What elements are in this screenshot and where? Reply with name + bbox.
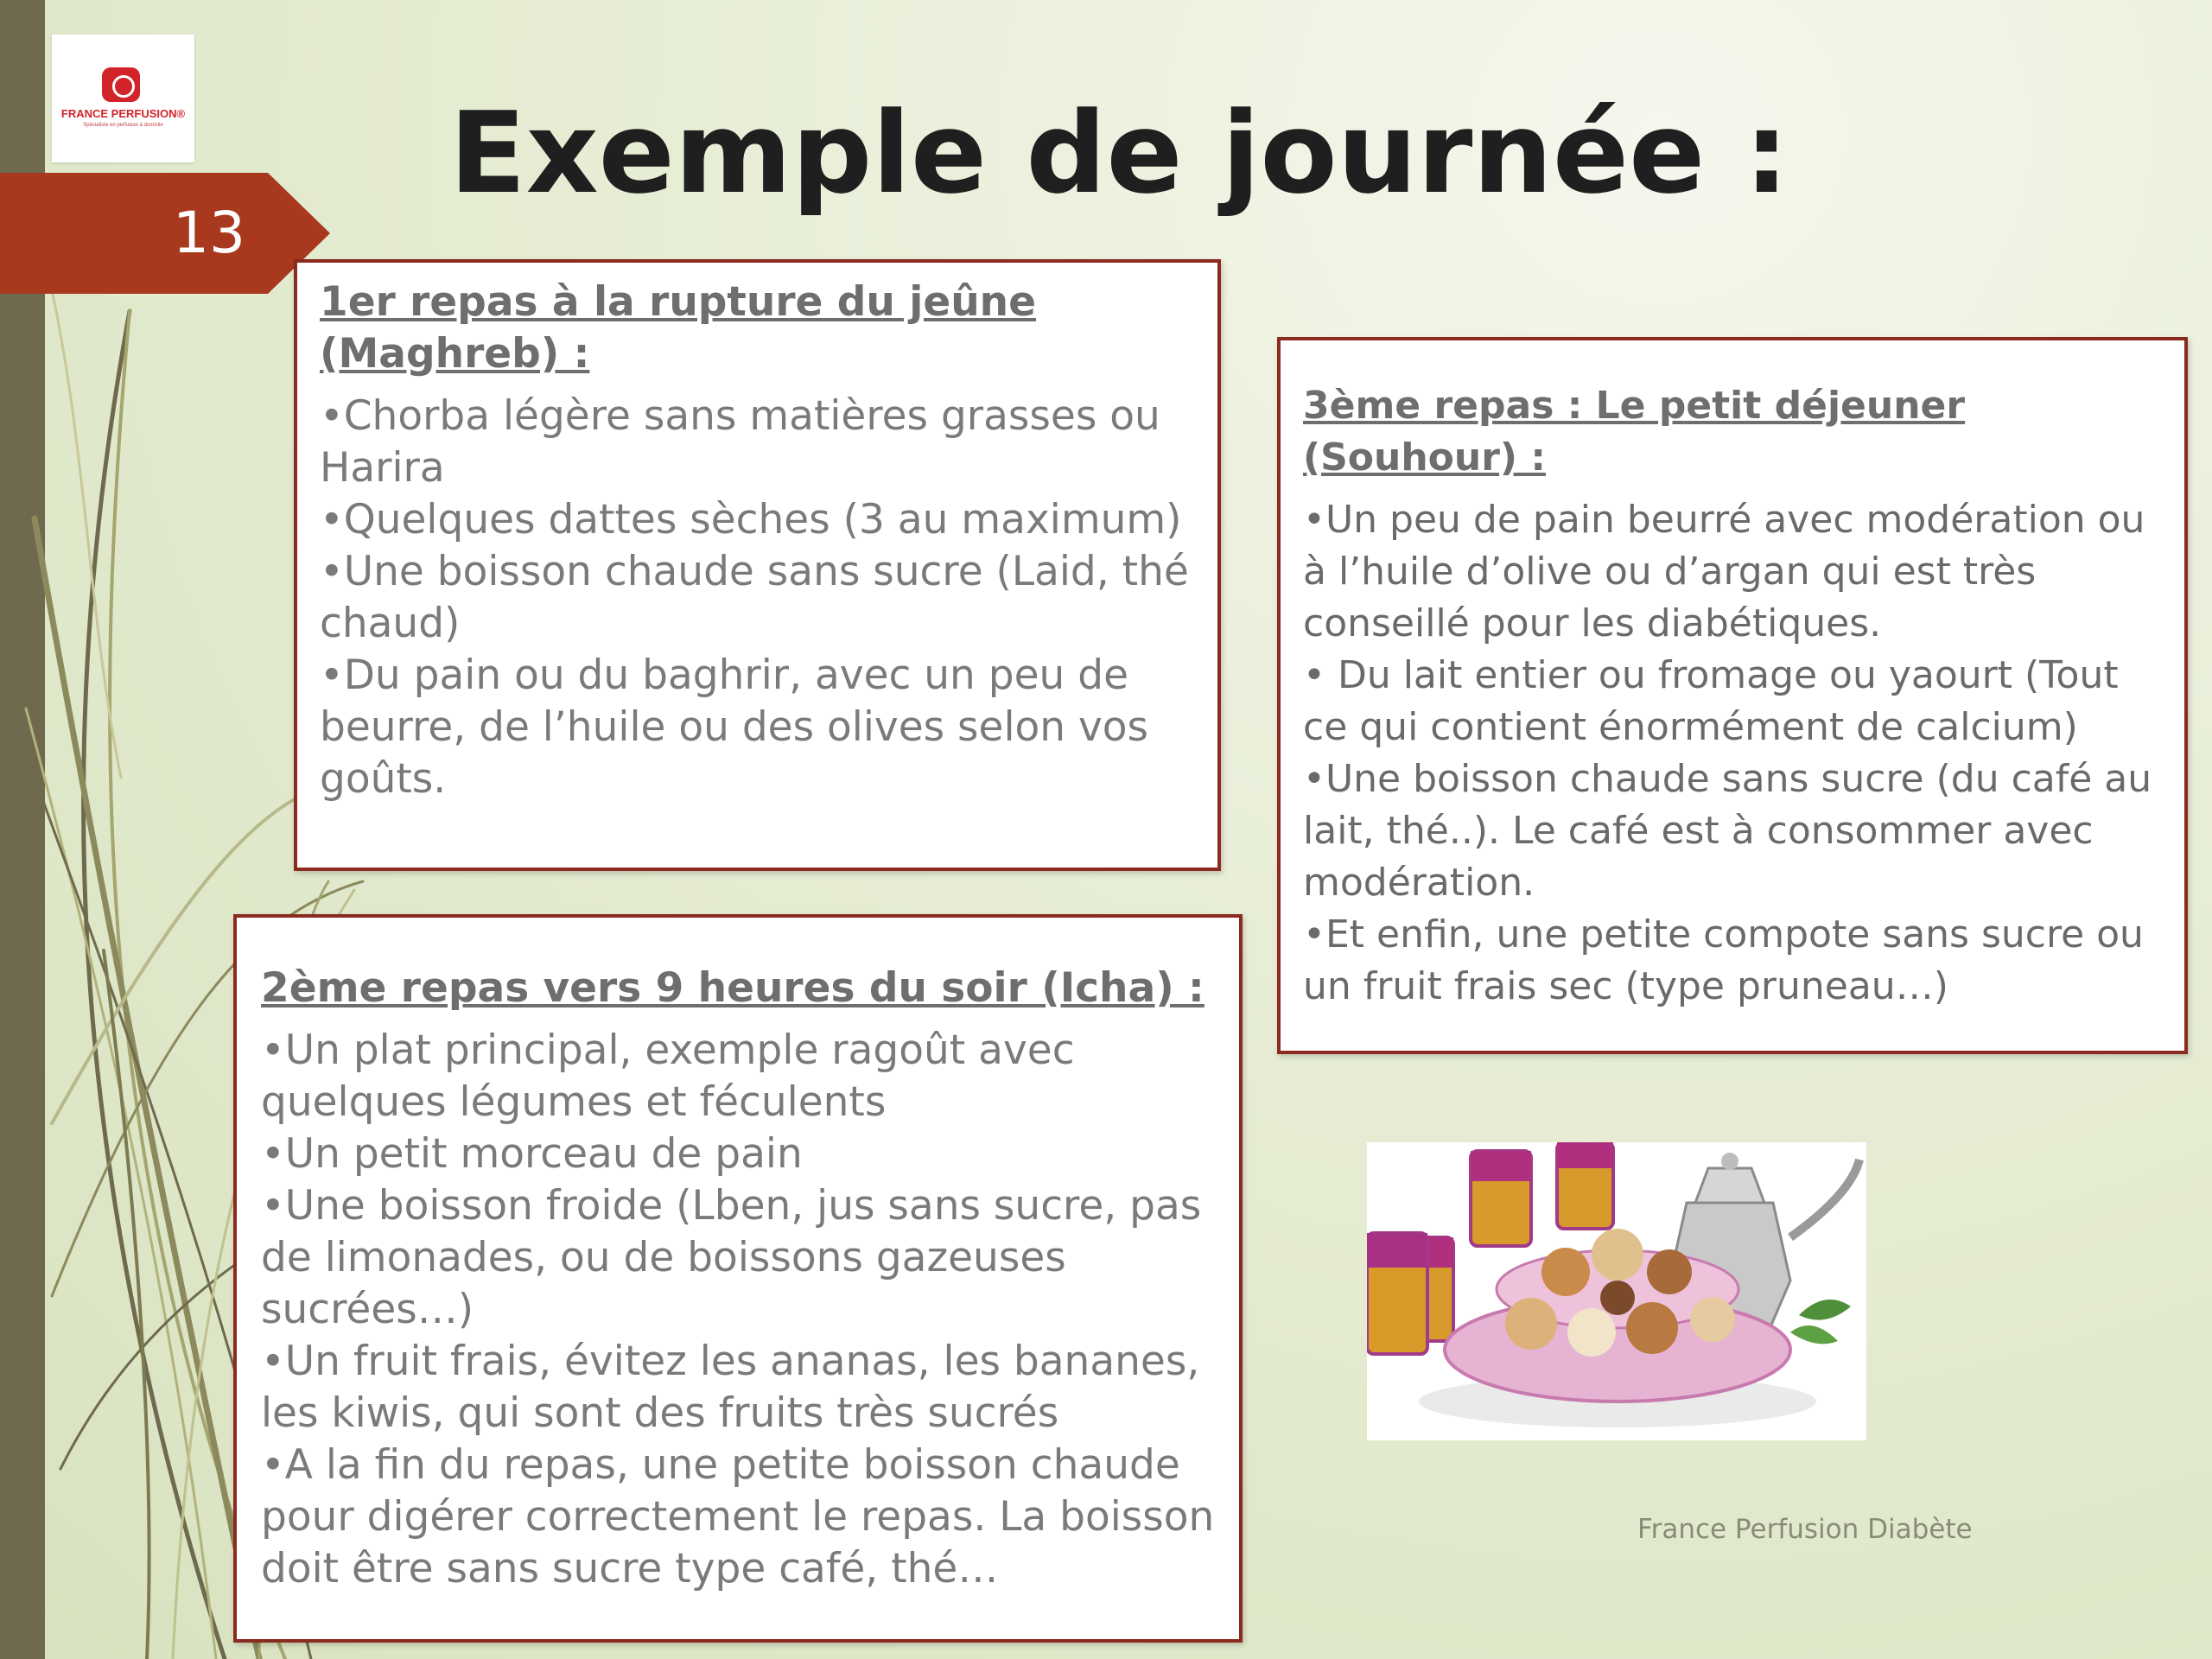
list-item: •Une boisson chaude sans sucre (Laid, thé chaud) [320, 548, 1189, 647]
list-item: •Et enfin, une petite compote sans sucre ou un fruit frais sec (type pruneau…) [1303, 912, 2144, 1008]
meal1-card [294, 259, 1221, 871]
list-item: •Un petit morceau de pain [261, 1130, 803, 1178]
meal2-heading: 2ème repas vers 9 heures du soir (Icha) : [261, 964, 1205, 1012]
logo-heart-icon [102, 67, 140, 102]
list-item: •Quelques dattes sèches (3 au maximum) [320, 496, 1182, 543]
meal1-heading-line1: 1er repas à la rupture du jeûne [320, 278, 1037, 326]
list-item: •Une boisson froide (Lben, jus sans sucre, pas de limonades, ou de boissons gazeuses sucrées…) [261, 1182, 1202, 1333]
meal2-list [261, 1025, 1215, 1595]
list-item: •Un peu de pain beurré avec modération ou à l’huile d’olive ou d’argan qui est très conseillé pour les diabétiques. [1303, 498, 2145, 645]
list-item: •Un fruit frais, évitez les ananas, les bananes, les kiwis, qui sont des fruits très sucrés [261, 1338, 1200, 1437]
list-item: •Du pain ou du baghrir, avec un peu de beurre, de l’huile ou des olives selon vos goûts. [320, 652, 1149, 803]
logo-tagline: Spécialiste en perfusion à domicile [83, 123, 163, 128]
tea-and-pastries-illustration [1367, 1142, 1866, 1440]
meal3-heading-line2: (Souhour) : [1303, 435, 1546, 480]
meal3-heading-line1: 3ème repas : Le petit déjeuner [1303, 384, 1966, 428]
meal1-heading-line2: (Maghreb) : [320, 330, 590, 378]
slide-number: 13 [173, 200, 245, 266]
france-perfusion-logo [52, 35, 194, 162]
logo-name: FRANCE PERFUSION® [60, 107, 186, 120]
list-item: •A la fin du repas, une petite boisson chaude pour digérer correctement le repas. La boisson doit être sans sucre type café, thé… [261, 1441, 1215, 1592]
meal1-heading [320, 276, 1195, 380]
meal3-heading [1303, 380, 2162, 484]
list-item: • Du lait entier ou fromage ou yaourt (Tout ce qui contient énormément de calcium) [1303, 653, 2119, 749]
meal1-list [320, 391, 1195, 805]
list-item: •Une boisson chaude sans sucre (du café au lait, thé..). Le café est à consommer avec modération. [1303, 757, 2152, 905]
meal3-list [1303, 494, 2162, 1013]
slide-number-tab [0, 173, 330, 294]
meal3-card [1277, 337, 2188, 1054]
tea-and-pastries-photo [1367, 1142, 1866, 1440]
meal2-card [233, 914, 1243, 1643]
list-item: •Chorba légère sans matières grasses ou Harira [320, 392, 1160, 492]
list-item: •Un plat principal, exemple ragoût avec quelques légumes et féculents [261, 1027, 1075, 1126]
slide-title: Exemple de journée : [449, 87, 1789, 219]
footer-text: France Perfusion Diabète [1637, 1514, 1973, 1545]
